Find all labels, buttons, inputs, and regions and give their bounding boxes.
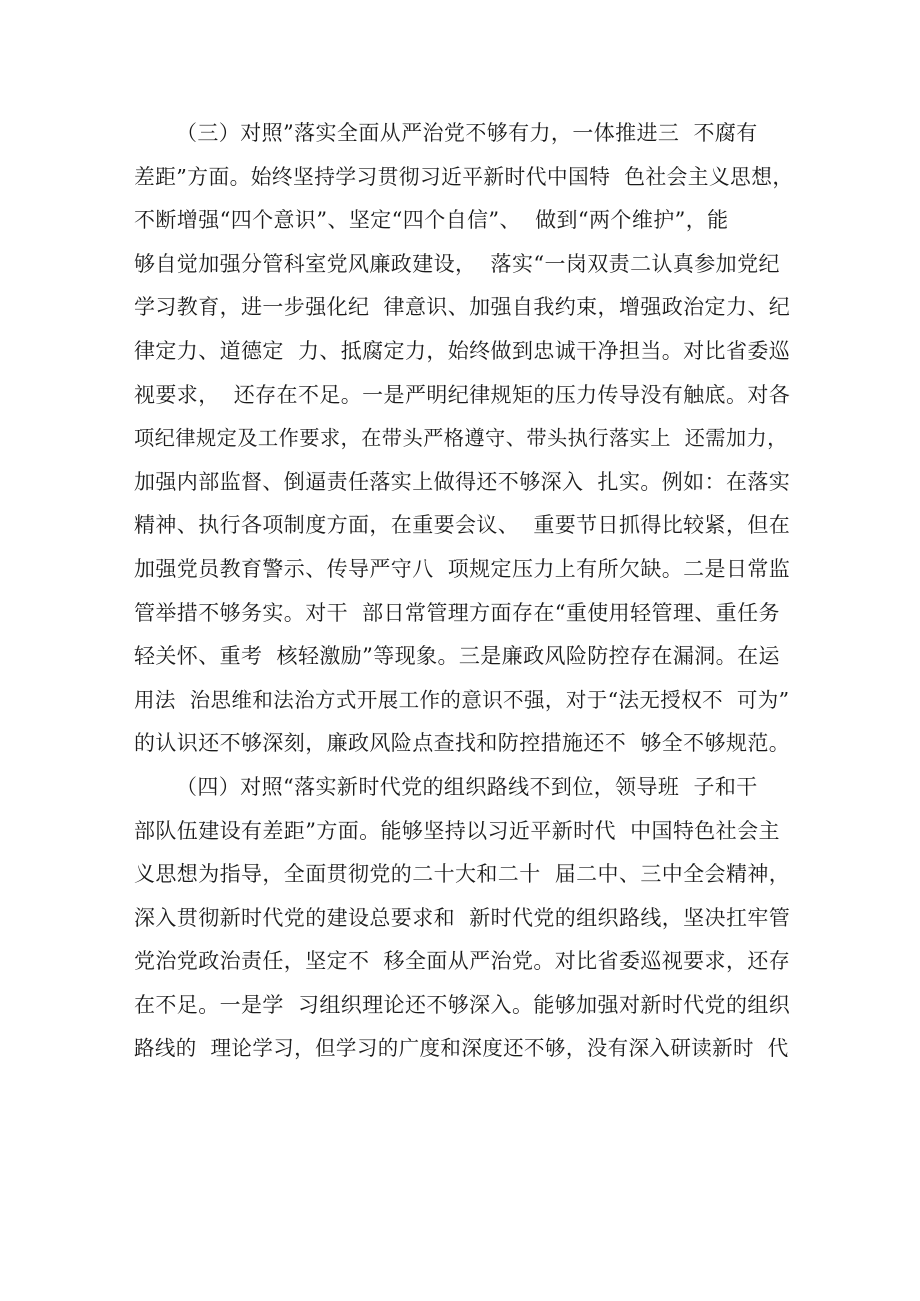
paragraph-3-line-12: 管举措不够务实。对干 部日常管理方面存在“重使用轻管理、重任务 [134, 600, 780, 625]
paragraph-3-line-1: （三）对照”落实全面从严治党不够有力，一体推进三 不腐有 [176, 121, 758, 145]
paragraph-3-line-10: 精神、执行各项制度方面，在重要会议、 重要节日抓得比较紧，但在 [134, 513, 791, 538]
paragraph-3-line-9: 加强内部监督、倒逼责任落实上做得还不够深入 扎实。例如：在落实 [134, 469, 791, 494]
paragraph-4-line-6: 在不足。一是学 习组织理论还不够深入。能够加强对新时代党的组织 [134, 992, 791, 1017]
paragraph-3-line-6: 律定力、道德定 力、抵腐定力，始终做到忠诚干净担当。对比省委巡 [134, 338, 791, 363]
paragraph-4-line-4: 深入贯彻新时代党的建设总要求和 新时代党的组织路线，坚决扛牢管 [134, 905, 791, 930]
document-body [134, 112, 794, 1071]
paragraph-3-line-11: 加强党员教育警示、传导严守八 项规定压力上有所欠缺。二是日常监 [134, 556, 791, 581]
paragraph-3-line-4: 够自觉加强分管科室党风廉政建设， 落实“一岗双责二认真参加党纪 [134, 251, 780, 276]
paragraph-4-line-2: 部队伍建设有差距”方面。能够坚持以习近平新时代 中国特色社会主 [134, 818, 780, 843]
paragraph-4-line-1: （四）对照“落实新时代党的组织路线不到位，领导班 子和干 [176, 774, 758, 799]
paragraph-4-line-7: 路线的 理论学习，但学习的广度和深度还不够，没有深入研读新时 代 [134, 1036, 789, 1061]
paragraph-4-line-3: 义思想为指导，全面贯彻党的二十大和二十 届二中、三中全会精神， [134, 862, 791, 887]
paragraph-3-line-2: 差距”方面。始终坚持学习贯彻习近平新时代中国特 色社会主义思想， [134, 164, 794, 189]
paragraph-4-line-5: 党治党政治责任，坚定不 移全面从严治党。对比省委巡视要求，还存 [134, 949, 791, 974]
paragraph-3-line-8: 项纪律规定及工作要求，在带头严格遵守、带头执行落实上 还需加力， [134, 426, 788, 451]
paragraph-3-line-14: 用法 治思维和法治方式开展工作的意识不强，对于“法无授权不 可为” [134, 687, 790, 712]
paragraph-3-line-3: 不断增强“四个意识”、坚定“四个自信”、 做到“两个维护”，能 [134, 208, 729, 233]
paragraph-3-line-7: 视要求， 还存在不足。一是严明纪律规矩的压力传导没有触底。对各 [134, 382, 791, 407]
paragraph-3-line-5: 学习教育，进一步强化纪 律意识、加强自我约束，增强政治定力、纪 [134, 295, 791, 320]
paragraph-3-line-15: 的认识还不够深刻，廉政风险点查找和防控措施还不 够全不够规范。 [134, 731, 791, 756]
paragraph-3-line-13: 轻关怀、重考 核轻激励”等现象。三是廉政风险防控存在漏洞。在运 [134, 644, 780, 669]
